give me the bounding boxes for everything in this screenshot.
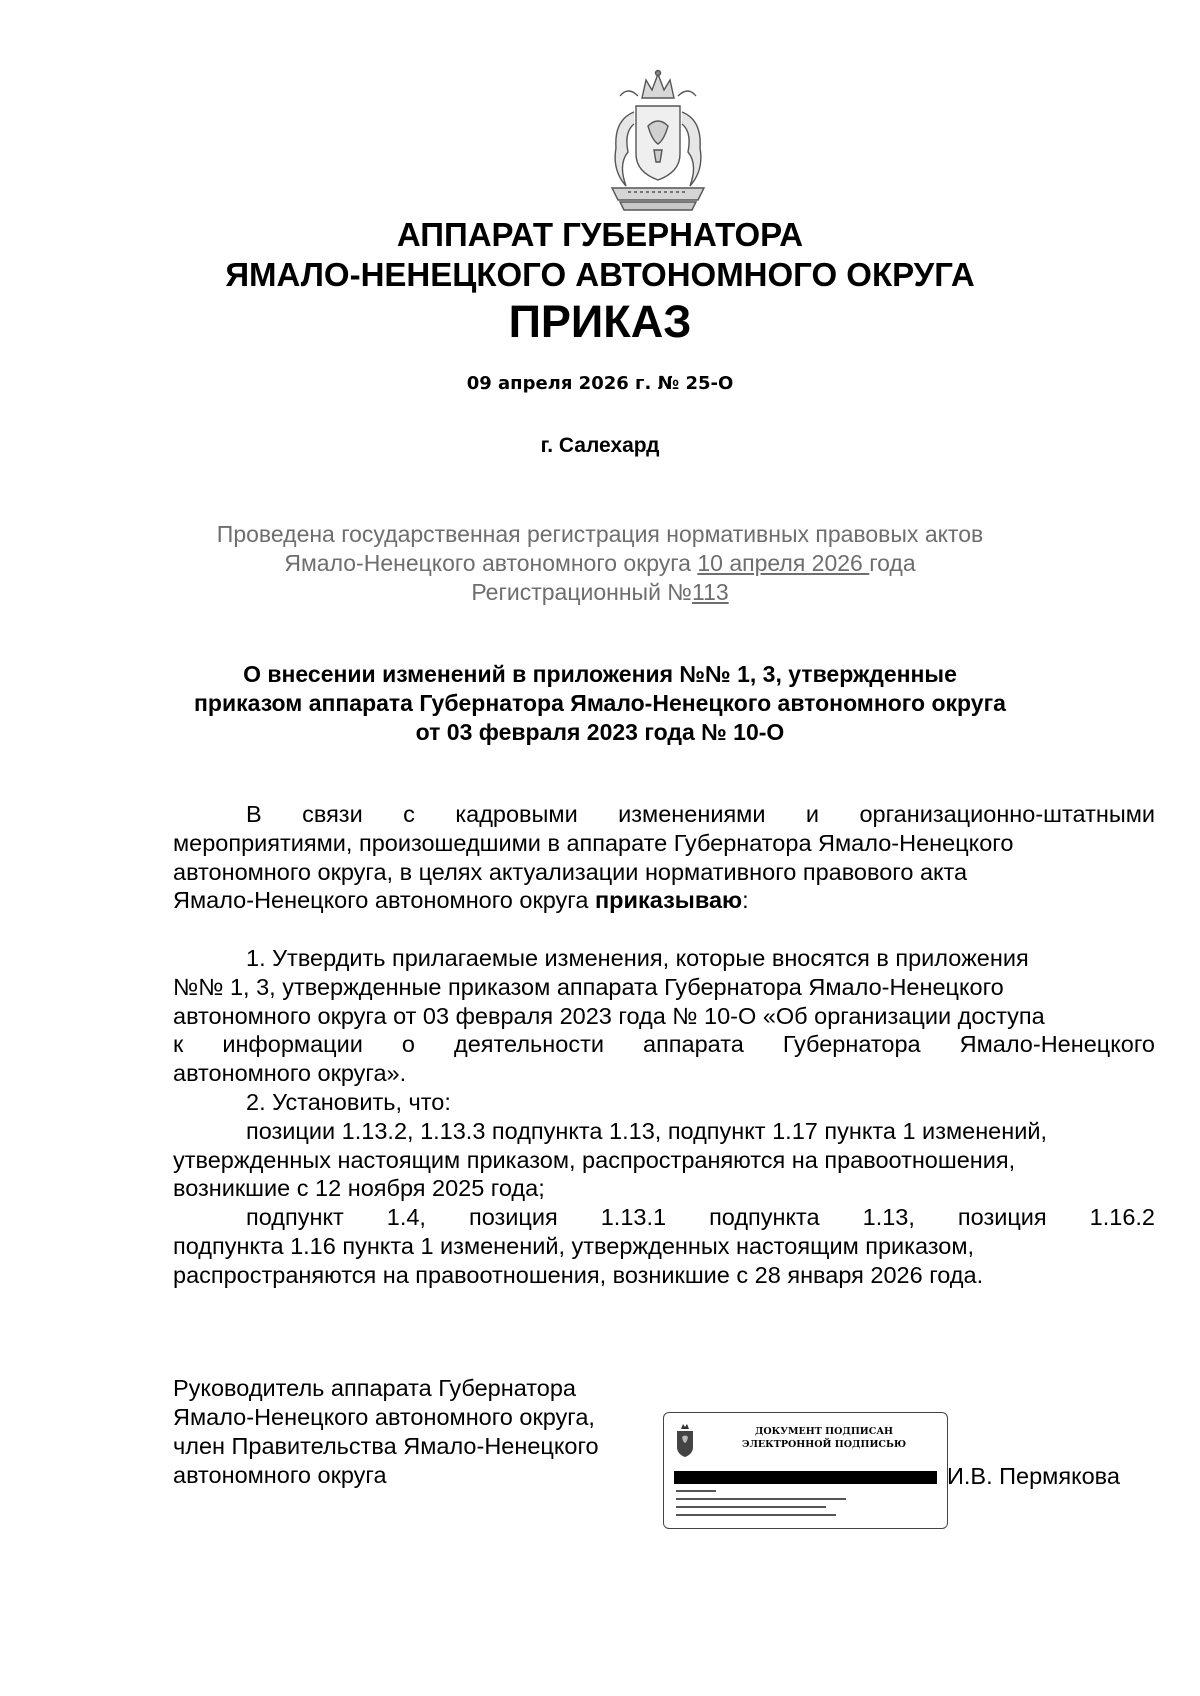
stamp-emblem-icon [672, 1423, 698, 1461]
item-2-p1-line-3: возникшие с 12 ноября 2025 года; [173, 1175, 545, 1202]
item-2-p2-line-2: подпункта 1.16 пункта 1 изменений, утвержденных настоящим приказом, [173, 1232, 975, 1259]
registration-line-3 [0, 578, 1200, 607]
subject-line-2: приказом аппарата Губернатора Ямало-Ненецкого автономного округа [194, 690, 1006, 716]
signer-name: И.В. Пермякова [947, 1463, 1120, 1489]
preamble-paragraph [173, 800, 1155, 915]
stamp-title [704, 1425, 944, 1451]
stamp-title-line-1: ДОКУМЕНТ ПОДПИСАН [754, 1426, 894, 1437]
item-1-paragraph [173, 944, 1155, 1088]
electronic-signature-stamp [663, 1412, 948, 1529]
subject-line-3: от 03 февраля 2023 года № 10-О [415, 719, 785, 745]
stamp-title-line-2: ЭЛЕКТРОННОЙ ПОДПИСЬЮ [741, 1439, 907, 1450]
preamble-line-4-text: Ямало-Ненецкого автономного округа [173, 887, 595, 914]
position-line-4: автономного округа [173, 1462, 387, 1488]
document-date-number: 09 апреля 2026 г. № 25-О [466, 373, 734, 394]
registration-number-label: Регистрационный № [471, 579, 692, 605]
registration-line-2-suffix: года [869, 550, 916, 576]
signatory-position [173, 1374, 599, 1490]
coat-of-arms-emblem [598, 68, 718, 214]
item-2-paragraph [173, 1088, 1155, 1290]
preamble-line-3: автономного округа, в целях актуализации нормативного правового акта [173, 858, 968, 885]
preamble-line-1: В связи с кадровыми изменениями и организационно-штатными [246, 801, 1155, 827]
item-1-line-2: №№ 1, 3, утвержденные приказом аппарата Губернатора Ямало-Ненецкого [173, 973, 1004, 1000]
document-type-title: ПРИКАЗ [508, 296, 692, 347]
item-1-line-1: 1. Утвердить прилагаемые изменения, которые вносятся в приложения [246, 945, 1029, 971]
preamble-line-4 [173, 886, 1155, 915]
preamble-line-2: мероприятиями, произошедшими в аппарате Губернатора Ямало-Ненецкого [173, 829, 1014, 856]
registration-note [0, 520, 1200, 607]
registration-number: 113 [691, 579, 729, 605]
stamp-certificate-bar [674, 1471, 937, 1484]
registration-line-2-prefix: Ямало-Ненецкого автономного округа [284, 550, 698, 576]
item-1-line-4: к информации о деятельности аппарата Губернатора Ямало-Ненецкого [173, 1031, 1155, 1058]
preamble-line-4-colon: : [742, 887, 749, 914]
item-2-p1-line-2: утвержденных настоящим приказом, распространяются на правоотношения, [173, 1146, 1016, 1173]
stamp-certificate-info [676, 1488, 936, 1527]
item-1-line-3: автономного округа от 03 февраля 2023 года № 10-О «Об организации доступа [173, 1002, 1045, 1029]
item-1-line-5: автономного округа». [173, 1060, 407, 1087]
position-line-3: член Правительства Ямало-Ненецкого [173, 1433, 599, 1459]
organization-name-line-2: ЯМАЛО-НЕНЕЦКОГО АВТОНОМНОГО ОКРУГА [225, 256, 975, 293]
stamp-fine-print [676, 1488, 876, 1524]
item-2-p2-line-3: распространяются на правоотношения, возникшие с 28 января 2026 года. [173, 1261, 984, 1288]
document-subject [0, 660, 1200, 747]
registration-line-1: Проведена государственная регистрация нормативных правовых актов [216, 521, 984, 547]
position-line-1: Руководитель аппарата Губернатора [173, 1375, 576, 1401]
item-2-line-1: 2. Установить, что: [246, 1089, 451, 1115]
item-2-p2-line-1: подпункт 1.4, позиция 1.13.1 подпункта 1.13, позиция 1.16.2 [246, 1204, 1155, 1231]
subject-line-1: О внесении изменений в приложения №№ 1, 3, утвержденные [243, 661, 957, 687]
registration-line-2 [0, 549, 1200, 578]
item-2-p1-line-1: позиции 1.13.2, 1.13.3 подпункта 1.13, подпункт 1.17 пункта 1 изменений, [246, 1117, 1047, 1144]
position-line-2: Ямало-Ненецкого автономного округа, [173, 1404, 595, 1430]
order-keyword: приказываю [594, 887, 743, 914]
city-name: г. Салехард [540, 434, 660, 457]
registration-date: 10 апреля 2026 [697, 550, 870, 576]
organization-name-line-1: АППАРАТ ГУБЕРНАТОРА [396, 216, 804, 253]
